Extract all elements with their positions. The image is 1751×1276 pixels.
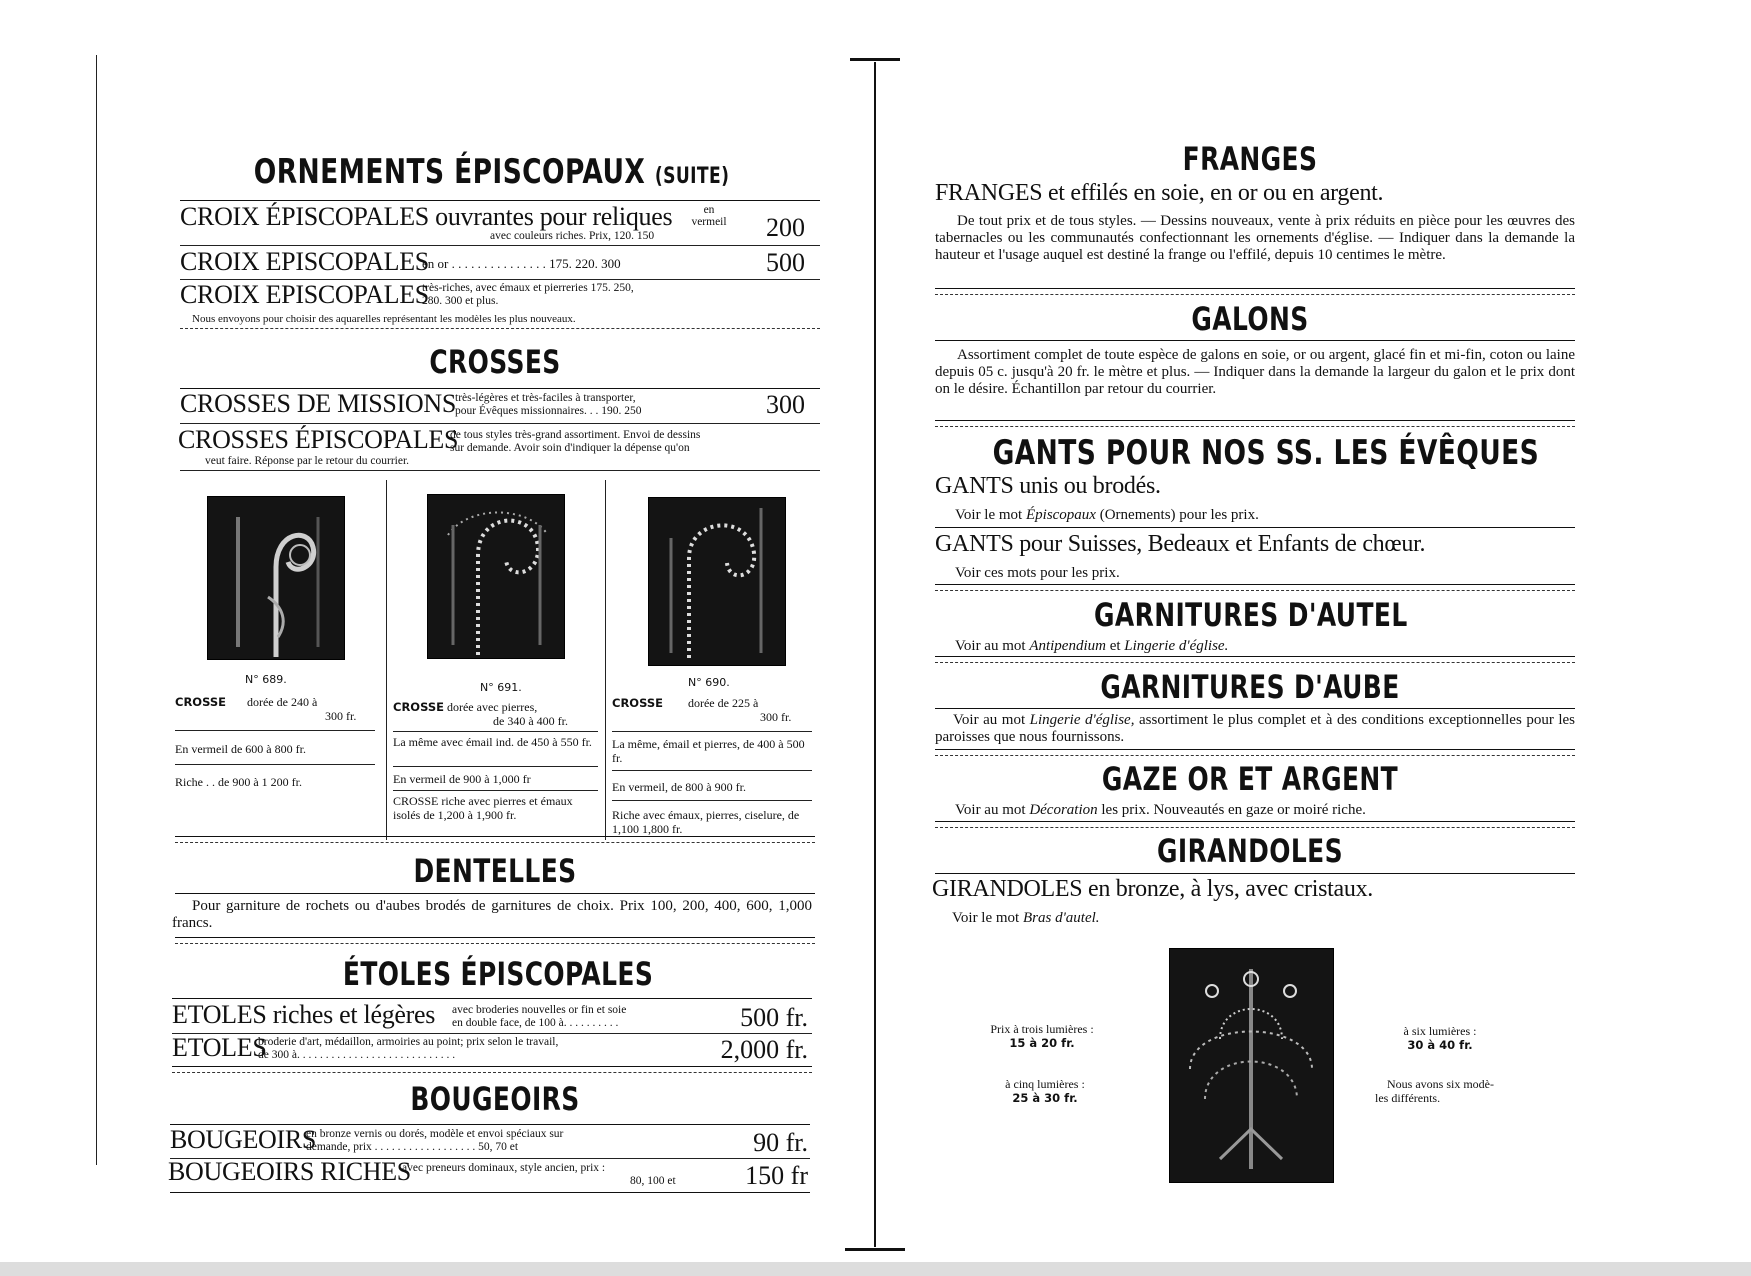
garnitures-aube-c: assortiment le plus complet et à des conditions exceptionnelles pour les paroisses que nous fournissons. <box>935 712 1576 745</box>
rule <box>180 245 820 246</box>
croix-3-detail-b: 280. 300 et plus. <box>422 295 499 307</box>
title-gaze: GAZE OR ET ARGENT <box>1101 760 1399 798</box>
crosses-episcopales-detail-a: de tous styles très-grand assortiment. Envoi de dessins <box>450 429 701 441</box>
croix-1-label <box>180 202 672 232</box>
price-five-a: à cinq lumières : <box>1005 1077 1085 1091</box>
rule <box>935 662 1575 663</box>
title-etoles: ÉTOLES ÉPISCOPALES <box>342 955 654 993</box>
rule <box>612 770 812 771</box>
rule <box>172 1033 812 1034</box>
rule <box>180 423 820 424</box>
crosier-691-line2: de 340 à 400 fr. <box>493 714 568 728</box>
girandole-drawing <box>1170 949 1333 1182</box>
crosier-689-image <box>207 496 345 660</box>
crosier-691-number: N° 691. <box>480 681 522 694</box>
title-gants: GANTS POUR NOS SS. LES ÉVÊQUES <box>992 433 1540 473</box>
crosses-episcopales-detail-c: veut faire. Réponse par le retour du courrier. <box>205 455 410 467</box>
crosier-690-number: N° 690. <box>688 676 730 689</box>
rule <box>175 937 815 938</box>
price-five-b: 25 à 30 fr. <box>1012 1091 1078 1105</box>
gaze-a: Voir au mot <box>955 802 1026 818</box>
column-divider <box>605 480 606 840</box>
rule <box>935 426 1575 427</box>
gants-entry-2: GANTS pour Suisses, Bedeaux et Enfants de chœur. <box>935 531 1426 557</box>
crosier-691-desc <box>393 700 598 728</box>
title-garnitures-autel: GARNITURES D'AUTEL <box>1094 596 1408 634</box>
crosier-691-drawing <box>428 495 564 658</box>
crosier-690-name: CROSSE <box>612 696 663 710</box>
title-bougeoirs: BOUGEOIRS <box>410 1080 580 1118</box>
etoles-2-detail-a: broderie d'art, médaillon, armoiries au point; prix selon le travail, <box>258 1036 559 1048</box>
price-three-lights <box>957 1022 1127 1050</box>
bottom-edge <box>0 1262 1751 1276</box>
franges-entry: FRANGES et effilés en soie, en or ou en argent. <box>935 180 1384 206</box>
title-girandoles: GIRANDOLES <box>1157 832 1343 870</box>
crosier-690-opt2: En vermeil, de 800 à 900 fr. <box>612 780 746 794</box>
column-divider <box>386 480 387 840</box>
crosier-691-line1: dorée avec pierres, <box>446 700 538 714</box>
etoles-1-detail-b: en double face, de 100 à. . . . . . . . . . <box>452 1017 619 1029</box>
garnitures-aube-text <box>935 712 1575 746</box>
title-suffix: (SUITE) <box>654 164 730 189</box>
rule <box>175 764 375 765</box>
bougeoirs-2-detail-b: 80, 100 et <box>630 1175 676 1187</box>
rule <box>180 470 820 471</box>
title-ornements-text: ORNEMENTS ÉPISCOPAUX <box>253 152 646 192</box>
crosses-missions-price: 300 <box>766 390 805 419</box>
croix-1-desc: ouvrantes pour reliques <box>435 202 673 231</box>
etoles-1-detail-a: avec broderies nouvelles or fin et soie <box>452 1004 627 1016</box>
croix-note: Nous envoyons pour choisir des aquarelles représentant les modèles les plus nouveaux. <box>192 313 576 325</box>
gants-note-2: Voir ces mots pour les prix. <box>955 565 1120 581</box>
etoles-1-label: ETOLES riches et légères <box>172 1000 436 1029</box>
crosses-episcopales-detail-b: sur demande. Avoir soin d'indiquer la dépense qu'on <box>450 442 690 454</box>
croix-2-detail: en or . . . . . . . . . . . . . . . 175. 220. 300 <box>422 256 621 271</box>
crosier-690-desc <box>612 696 812 724</box>
garnitures-autel-a: Voir au mot <box>955 638 1026 654</box>
gutter-top-mark <box>850 58 900 61</box>
crosier-689-line2: 300 fr. <box>325 709 357 723</box>
bougeoirs-1-detail-a: en bronze vernis ou dorés, modèle et envoi spéciaux sur <box>306 1128 564 1140</box>
crosses-missions-detail-b: pour Évêques missionnaires. . . 190. 250 <box>455 405 642 417</box>
crosier-689-number: N° 689. <box>245 673 287 686</box>
croix-1-detail-a: en vermeil <box>691 204 727 228</box>
bougeoirs-2-price: 150 fr <box>745 1161 808 1190</box>
rule <box>935 755 1575 756</box>
price-three-b: 15 à 20 fr. <box>1009 1036 1075 1050</box>
price-six-lights <box>1385 1024 1495 1052</box>
franges-text: De tout prix et de tous styles. — Dessins nouveaux, vente à prix réduits en pièce pour les œuvres des tabernacles ou les communautés confectionnant les ornements d'église. — Indiquer dans la demande la hauteur et l'usage auquel est destiné la frange ou l'effilé, depuis 10 centimes le mètre. <box>935 213 1575 263</box>
bougeoirs-2-label: BOUGEOIRS RICHES <box>168 1157 411 1186</box>
title-ornements <box>253 152 730 192</box>
croix-2-price: 500 <box>766 248 805 277</box>
girandoles-note <box>952 910 1100 927</box>
crosses-missions-detail-a: très-légères et très-faciles à transporter, <box>455 392 636 404</box>
rule <box>935 527 1575 528</box>
rule <box>935 590 1575 591</box>
crosier-690-drawing <box>649 498 785 665</box>
rule <box>612 800 812 801</box>
garnitures-autel-note <box>955 638 1228 655</box>
girandole-image <box>1169 948 1334 1183</box>
crosier-691-name: CROSSE <box>393 700 444 714</box>
etoles-2-label: ETOLES <box>172 1033 267 1062</box>
crosier-689-desc <box>175 695 375 723</box>
rule <box>935 584 1575 585</box>
bougeoirs-1-price: 90 fr. <box>753 1128 808 1157</box>
garnitures-aube-a: Voir au mot <box>953 712 1026 728</box>
croix-1-price: 200 <box>766 213 805 242</box>
rule <box>935 749 1575 750</box>
croix-3-label: CROIX EPISCOPALES <box>180 280 429 309</box>
rule <box>935 294 1575 295</box>
crosier-690-opt1: La même, émail et pierres, de 400 à 500 fr. <box>612 737 805 765</box>
rule <box>175 943 815 944</box>
crosier-689-drawing <box>208 497 344 659</box>
gants-note-1 <box>955 507 1259 524</box>
crosier-689-opt2: Riche . . de 900 à 1 200 fr. <box>175 775 302 789</box>
bougeoirs-1-label: BOUGEOIRS <box>170 1125 317 1154</box>
rule <box>935 827 1575 828</box>
rule <box>180 200 820 201</box>
left-page-edge <box>96 55 97 1165</box>
rule <box>393 766 598 767</box>
girandoles-note-b: Bras d'autel. <box>1022 910 1100 926</box>
gants-entry-1: GANTS unis ou brodés. <box>935 473 1161 499</box>
models-a: Nous avons six modè- <box>1387 1077 1494 1091</box>
rule <box>935 420 1575 421</box>
rule <box>172 1066 812 1067</box>
models-b: les différents. <box>1375 1091 1441 1105</box>
crosier-691-image <box>427 494 565 659</box>
crosier-689-line1: dorée de 240 à <box>246 695 318 709</box>
rule <box>935 873 1575 874</box>
crosier-690-line1: dorée de 225 à <box>687 696 759 710</box>
girandoles-note-a: Voir le mot <box>952 910 1020 926</box>
title-crosses: CROSSES <box>429 343 561 381</box>
croix-2-label: CROIX EPISCOPALES <box>180 247 429 276</box>
rule <box>175 893 815 894</box>
rule <box>175 836 815 837</box>
rule <box>612 731 812 732</box>
gutter-bottom-mark <box>845 1248 905 1251</box>
bougeoirs-1-detail-b: demande, prix . . . . . . . . . . . . . . . . . . 50, 70 et <box>306 1141 519 1153</box>
price-six-a: à six lumières : <box>1403 1024 1477 1038</box>
galons-text: Assortiment complet de toute espèce de galons en soie, or ou argent, glacé fin et mi-fin, coton ou laine depuis 05 c. jusqu'à 20 fr. le mètre et plus. — Indiquer dans la demande la largeur du galon et le prix dont on le désire. Échantillon par retour du courrier. <box>935 347 1575 397</box>
gants-note-1-b: Épiscopaux <box>1025 507 1096 523</box>
gaze-b: Décoration <box>1029 802 1098 818</box>
rule <box>172 1072 812 1073</box>
center-gutter <box>874 62 876 1247</box>
rule <box>393 731 598 732</box>
title-garnitures-aube: GARNITURES D'AUBE <box>1100 668 1400 706</box>
rule <box>935 656 1575 657</box>
rule <box>935 708 1575 709</box>
crosier-690-image <box>648 497 786 666</box>
crosier-691-opt3: CROSSE riche avec pierres et émaux isolés de 1,200 à 1,900 fr. <box>393 794 573 822</box>
rule <box>180 328 820 329</box>
crosier-689-opt1: En vermeil de 600 à 800 fr. <box>175 742 306 756</box>
gants-note-1-c: (Ornements) pour les prix. <box>1099 507 1259 523</box>
crosier-689-name: CROSSE <box>175 695 226 709</box>
etoles-2-price: 2,000 fr. <box>720 1035 808 1064</box>
price-six-b: 30 à 40 fr. <box>1407 1038 1473 1052</box>
title-dentelles: DENTELLES <box>413 852 577 890</box>
models-note <box>1375 1077 1515 1105</box>
crosier-690-line2: 300 fr. <box>760 710 792 724</box>
croix-1-detail-b: avec couleurs riches. Prix, 120. 150 <box>490 230 655 242</box>
etoles-1-price: 500 fr. <box>740 1003 808 1032</box>
rule <box>175 842 815 843</box>
gaze-note <box>955 802 1366 819</box>
rule <box>175 730 375 731</box>
crosses-missions-label: CROSSES DE MISSIONS <box>180 389 457 418</box>
title-galons: GALONS <box>1191 300 1309 338</box>
dentelles-text: Pour garniture de rochets ou d'aubes brodés de garnitures de choix. Prix 100, 200, 400, 600, 1,000 francs. <box>172 898 812 931</box>
price-five-lights <box>985 1077 1105 1105</box>
bougeoirs-2-detail-a: avec preneurs dominaux, style ancien, prix : <box>402 1162 606 1174</box>
gaze-c: les prix. Nouveautés en gaze or moiré riche. <box>1101 802 1366 818</box>
gants-note-1-a: Voir le mot <box>955 507 1023 523</box>
garnitures-autel-b: Antipendium <box>1029 638 1106 654</box>
crosier-691-opt2: En vermeil de 900 à 1,000 fr <box>393 772 531 786</box>
rule <box>393 790 598 791</box>
price-three-a: Prix à trois lumières : <box>990 1022 1094 1036</box>
garnitures-autel-c: et <box>1109 638 1121 654</box>
rule <box>935 288 1575 289</box>
garnitures-aube-b: Lingerie d'église, <box>1029 712 1135 728</box>
rule <box>170 1192 810 1193</box>
croix-1-name: CROIX ÉPISCOPALES <box>180 202 429 231</box>
garnitures-autel-d: Lingerie d'église. <box>1124 638 1229 654</box>
crosses-episcopales-label: CROSSES ÉPISCOPALES <box>178 425 459 454</box>
rule <box>935 340 1575 341</box>
crosier-691-opt1: La même avec émail ind. de 450 à 550 fr. <box>393 735 592 749</box>
title-franges: FRANGES <box>1182 140 1318 178</box>
croix-3-detail-a: très-riches, avec émaux et pierreries 175. 250, <box>422 282 634 294</box>
rule <box>935 821 1575 822</box>
etoles-2-detail-b: de 300 à. . . . . . . . . . . . . . . . . . . . . . . . . . . . <box>258 1049 456 1061</box>
crosier-690-opt3: Riche avec émaux, pierres, ciselure, de 1,100 1,800 fr. <box>612 808 800 836</box>
girandoles-entry: GIRANDOLES en bronze, à lys, avec cristaux. <box>932 876 1373 902</box>
rule <box>172 998 812 999</box>
